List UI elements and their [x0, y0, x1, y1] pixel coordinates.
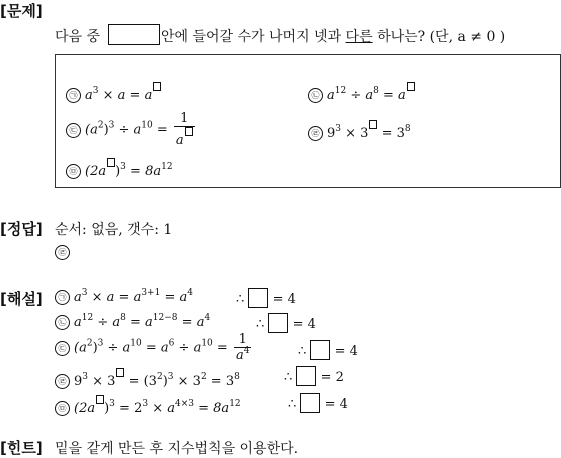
- blank-exponent-box: [107, 158, 115, 167]
- blank-exponent-box: [407, 82, 415, 91]
- question-underlined: 다른: [345, 29, 373, 45]
- fraction: $\frac{1}{a^4}$: [235, 332, 250, 363]
- choice-marker: ㉤: [66, 164, 81, 179]
- solution-result-5: ∴ = 4: [288, 393, 348, 413]
- solution-result-3: ∴ = 4: [298, 340, 358, 360]
- solution-line-2: ㉡ $a^{12} \div a^8 = a^{12-8} = a^4$: [55, 315, 210, 330]
- answer-marker: ㉣: [55, 245, 74, 260]
- choice-marker: ㉢: [66, 123, 81, 138]
- choice-4: ㉣ $9^3 \times 3 = 3^8$: [308, 120, 411, 141]
- choice-marker: ㉠: [66, 88, 81, 103]
- choice-1: ㉠ $a^3 \times a = a$: [66, 82, 161, 103]
- fraction: $\frac{1}{a}$: [174, 112, 195, 148]
- choice-2: ㉡ $a^{12} \div a^8 = a$: [308, 82, 415, 103]
- solution-line-3: ㉢ $(a^2)^3 \div a^{10} = a^6 \div a^{10}$ = $\frac{1}{a^4}$: [55, 333, 253, 363]
- solution-result-4: ∴ = 2: [284, 366, 344, 386]
- question-prefix: 다음 중: [55, 29, 101, 45]
- solution-line-4: ㉣ $9^3 \times 3 = (3^2)^3 \times 3^2 = 3^8$: [55, 368, 240, 389]
- blank-exponent-box: [153, 82, 161, 91]
- hint-text: 밑을 같게 만든 후 지수법칙을 이용한다.: [55, 441, 299, 457]
- question-mid: 안에 들어갈 수가 나머지 넷과: [161, 29, 342, 45]
- solution-result-2: ∴ = 4: [256, 313, 316, 333]
- question-suffix: 하나는? (단, a ≠ 0 ): [377, 29, 506, 45]
- solution-result-1: ∴ = 4: [236, 288, 296, 308]
- solution-label: [해설]: [0, 290, 43, 308]
- problem-label: [문제]: [0, 2, 43, 20]
- solution-line-1: ㉠ $a^3 \times a = a^{3+1} = a^4$: [55, 290, 193, 305]
- choice-marker: ㉡: [308, 88, 323, 103]
- question-blank-box: [108, 24, 160, 45]
- answer-line: 순서: 없음, 갯수: 1: [55, 222, 173, 238]
- choice-3: ㉢ $(a^2)^3 \div a^{10}$ = $\frac{1}{a}$: [66, 112, 197, 148]
- choice-5: ㉤ (2a )$^3 = 8a^{12}$: [66, 158, 173, 179]
- hint-label: [힌트]: [0, 439, 43, 457]
- choice-marker: ㉣: [308, 126, 323, 141]
- solution-line-5: ㉤ (2a )$^3 = 2^3 \times a^{4\times 3} = 8a^{12}$: [55, 395, 241, 416]
- answer-label: [정답]: [0, 220, 43, 238]
- question-text: [161, 26, 505, 46]
